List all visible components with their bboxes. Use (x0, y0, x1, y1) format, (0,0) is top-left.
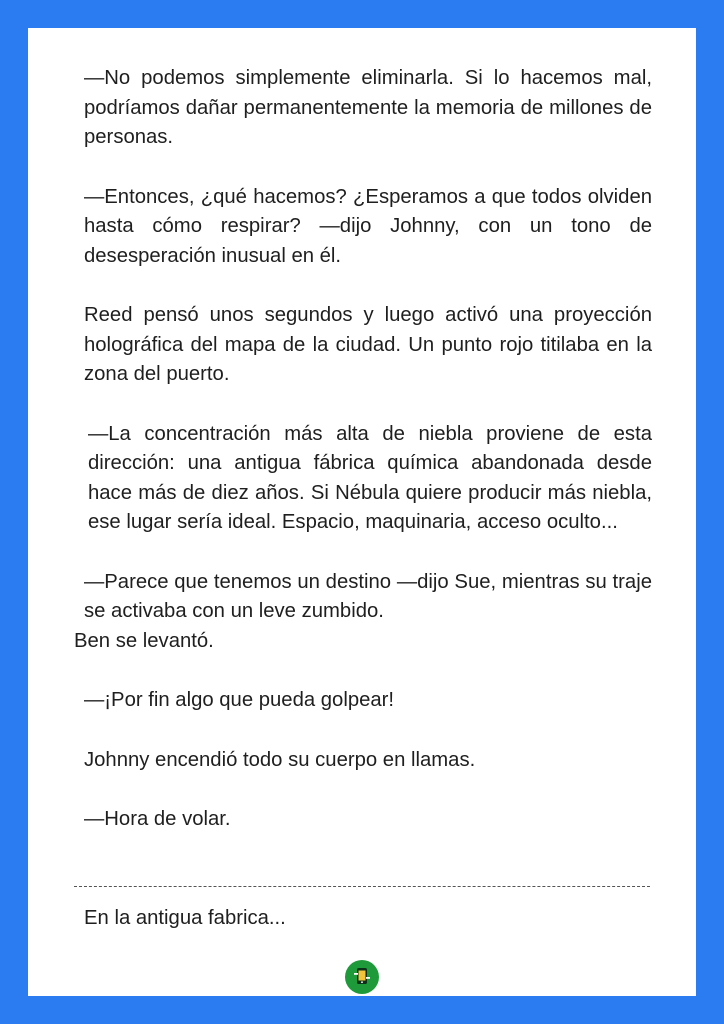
scene-break-text: En la antigua fabrica... (84, 907, 286, 929)
phone-logo-icon (345, 960, 379, 994)
paragraph-6: Ben se levantó. (74, 629, 214, 652)
paragraph-8: Johnny encendió todo su cuerpo en llamas. (84, 748, 476, 771)
paragraph-4: —La concentración más alta de niebla proviene de esta dirección: una antigua fábrica química abandonada desde hace más de diez años. Si Nébula quiere producir más niebla, ese lugar sería ideal. Espacio, maquinaria, acceso oculto... (88, 422, 652, 533)
phone-logo-glyph (352, 966, 372, 988)
paragraph-9: —Hora de volar. (84, 808, 231, 830)
paragraph-3: Reed pensó unos segundos y luego activó una proyección holográfica del mapa de la ciudad. Un punto rojo titilaba en la zona del puerto. (84, 304, 652, 385)
paragraph-5: —Parece que tenemos un destino —dijo Sue, mientras su traje se activaba con un leve zumbido. (84, 570, 652, 622)
paragraph-1: —No podemos simplemente eliminarla. Si lo hacemos mal, podríamos dañar permanentemente la memoria de millones de personas. (84, 67, 652, 148)
paragraph-2: —Entonces, ¿qué hacemos? ¿Esperamos a que todos olviden hasta cómo respirar? —dijo Johnny, con un tono de desesperación inusual en él. (84, 185, 652, 267)
page (28, 28, 696, 996)
scene-divider (74, 886, 650, 887)
story-text (74, 64, 652, 865)
paragraph-7: —¡Por fin algo que pueda golpear! (84, 689, 395, 711)
